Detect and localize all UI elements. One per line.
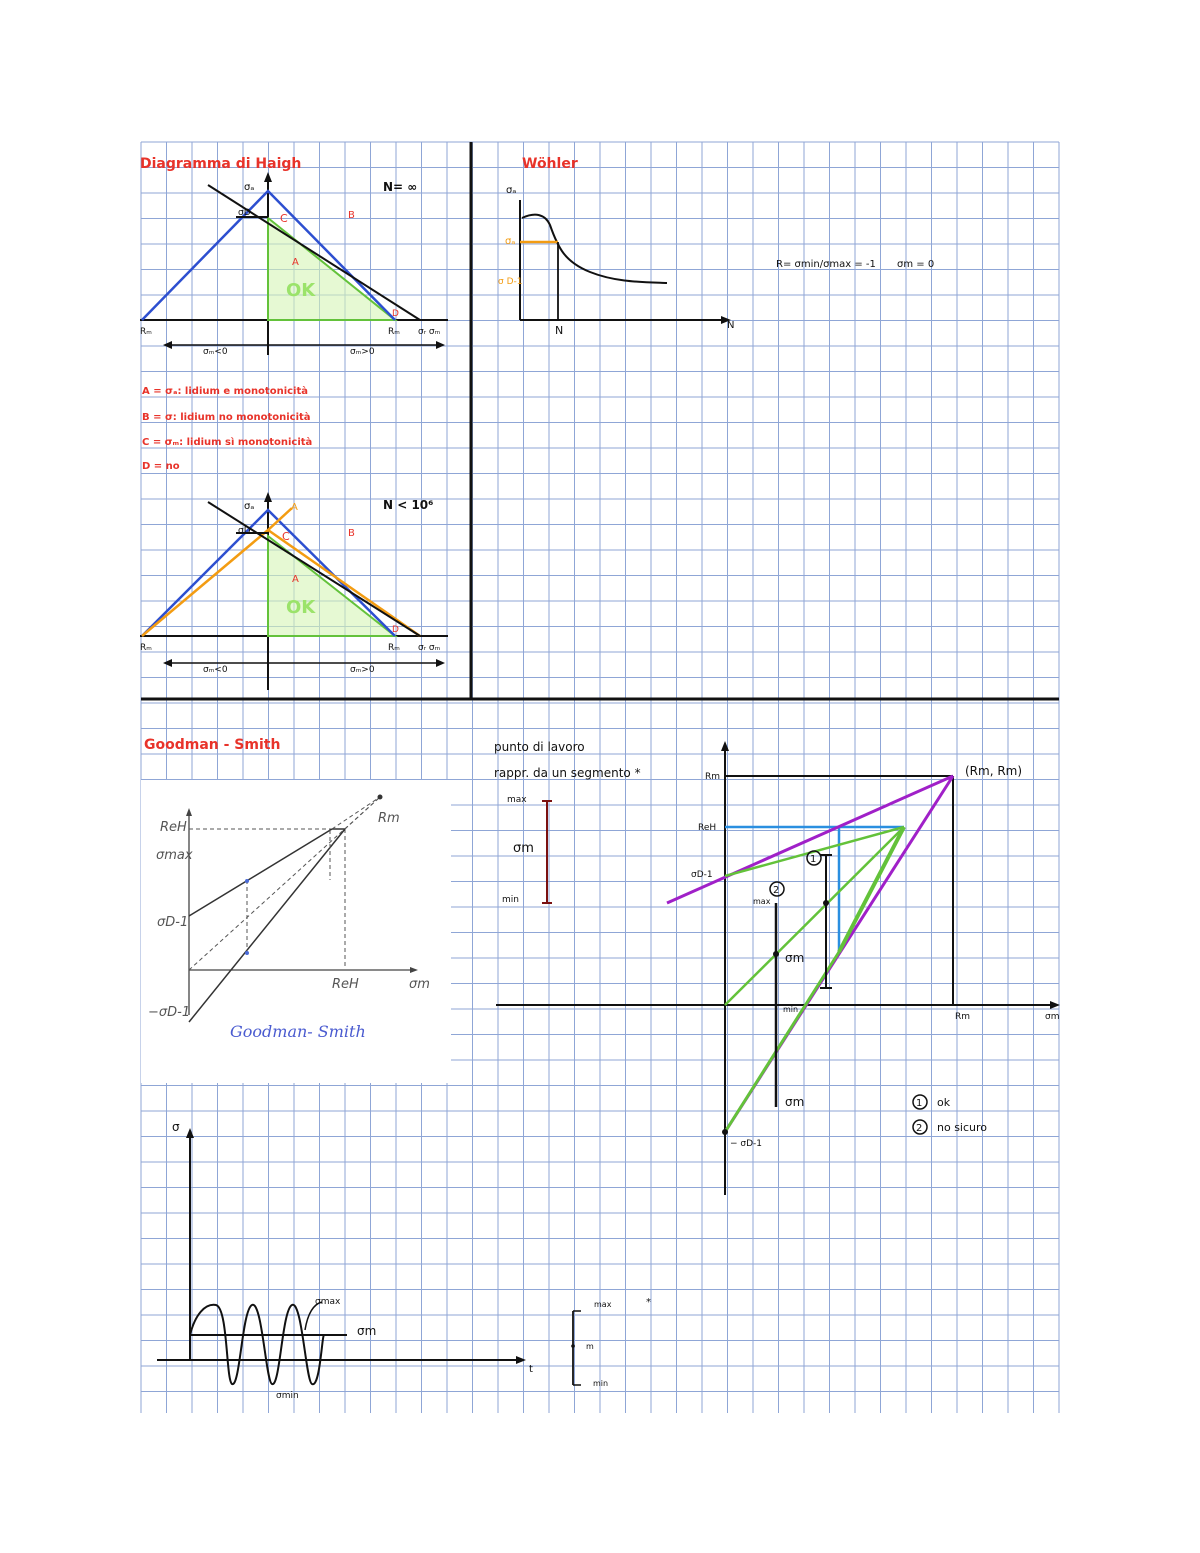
ref-caption: Goodman- Smith bbox=[230, 1022, 366, 1041]
wohler-y-label: σₐ bbox=[506, 185, 517, 196]
svg-text:2: 2 bbox=[916, 1123, 923, 1134]
wohler-diagram bbox=[498, 156, 934, 337]
haigh-point-d: D bbox=[392, 309, 399, 319]
haigh-sm-neg: σₘ<0 bbox=[203, 347, 228, 357]
svg-text:σᵣ σₘ: σᵣ σₘ bbox=[418, 643, 441, 653]
haigh-point-b: B bbox=[348, 210, 355, 221]
gs-rm-x: Rm bbox=[955, 1012, 971, 1022]
goodman-note-1: punto di lavoro bbox=[494, 740, 585, 754]
segment-max: max bbox=[507, 795, 527, 805]
svg-text:D: D bbox=[392, 625, 399, 635]
gs-reh-y: ReH bbox=[698, 823, 717, 833]
signal-wave bbox=[190, 1305, 324, 1384]
wohler-title: Wöhler bbox=[522, 156, 578, 172]
haigh-sr-right: σᵣ σₘ bbox=[418, 327, 441, 337]
wohler-formula: R= σmin/σmax = -1 bbox=[776, 259, 876, 270]
haigh-n-finite: N < 10⁶ bbox=[383, 498, 434, 512]
svg-text:σₘ<0: σₘ<0 bbox=[203, 665, 228, 675]
ref-sm: σm bbox=[409, 977, 430, 992]
ref-reh-x: ReH bbox=[332, 977, 359, 992]
segment-min: min bbox=[502, 895, 519, 905]
haigh-sm-pos: σₘ>0 bbox=[350, 347, 375, 357]
wohler-level-2: σ D-1 bbox=[498, 277, 523, 287]
haigh-n-infinite: N= ∞ bbox=[383, 180, 418, 194]
signal-sm: σm bbox=[357, 1324, 377, 1338]
signal-y-label: σ bbox=[172, 1120, 180, 1134]
haigh-label-sd: σD bbox=[238, 208, 251, 218]
gs-max: max bbox=[753, 897, 771, 906]
haigh-ok: OK bbox=[286, 280, 316, 301]
wohler-side-note: σm = 0 bbox=[897, 259, 935, 270]
ref-rm: Rm bbox=[378, 811, 400, 826]
gs-neg-sd1: − σD-1 bbox=[730, 1139, 763, 1149]
gs-min: min bbox=[783, 1005, 799, 1014]
signal-smin: σmin bbox=[276, 1391, 299, 1401]
haigh-title: Diagramma di Haigh bbox=[140, 156, 302, 172]
gs-sm1: σm bbox=[785, 951, 805, 965]
gs-circle-1: 1 bbox=[810, 854, 817, 865]
signal-seg-max: max bbox=[594, 1300, 612, 1309]
gs-corner: (Rm, Rm) bbox=[965, 764, 1023, 778]
haigh-point-a: A bbox=[292, 257, 299, 268]
haigh-note-3: C = σₘ: lidium sì monotonicità bbox=[142, 437, 313, 448]
haigh-note-2: B = σ: lidium no monotonicità bbox=[142, 412, 311, 423]
working-point-segment bbox=[502, 795, 552, 905]
ref-sd1: σD-1 bbox=[157, 915, 189, 930]
haigh-notes bbox=[142, 385, 312, 472]
haigh-note-4: D = no bbox=[142, 461, 180, 472]
svg-text:σD: σD bbox=[238, 526, 251, 536]
svg-text:σₘ>0: σₘ>0 bbox=[350, 665, 375, 675]
haigh-note-1: A = σₐ: lidium e monotonicità bbox=[142, 386, 309, 397]
ref-reh-y: ReH bbox=[160, 820, 187, 835]
haigh-rm-left: Rₘ bbox=[140, 327, 152, 337]
haigh-point-c: C bbox=[280, 212, 288, 225]
gs-rm-y: Rm bbox=[705, 772, 721, 782]
goodman-note-2: rappr. da un segmento * bbox=[494, 766, 641, 780]
signal-star: * bbox=[646, 1297, 651, 1308]
svg-text:A: A bbox=[292, 574, 299, 585]
wohler-x-tick: N bbox=[555, 324, 564, 337]
haigh-label-sa: σₐ bbox=[244, 182, 255, 193]
svg-text:1: 1 bbox=[916, 1098, 923, 1109]
svg-text:σₐ: σₐ bbox=[244, 501, 255, 512]
signal-t-label: t bbox=[529, 1364, 533, 1375]
goodman-reference-image bbox=[141, 780, 451, 1083]
svg-text:Rₘ: Rₘ bbox=[140, 643, 152, 653]
signal-seg-mean: m bbox=[586, 1342, 594, 1351]
signal-smax: σmax bbox=[315, 1297, 341, 1307]
gs-legend-2: no sicuro bbox=[937, 1121, 988, 1134]
signal-seg-min: min bbox=[593, 1379, 609, 1388]
svg-text:Rₘ: Rₘ bbox=[388, 643, 400, 653]
haigh-point-a-bar: A bbox=[291, 502, 298, 513]
gs-sm-x: σm bbox=[1045, 1012, 1060, 1022]
goodman-upper-line bbox=[667, 776, 953, 903]
gs-sm2: σm bbox=[785, 1095, 805, 1109]
wohler-level-1: σₐ bbox=[505, 236, 516, 247]
svg-text:B: B bbox=[348, 528, 355, 539]
ref-smax: σmax bbox=[156, 848, 193, 863]
gs-sd1: σD-1 bbox=[691, 870, 713, 880]
svg-text:OK: OK bbox=[286, 597, 316, 618]
wohler-curve bbox=[522, 215, 667, 283]
gs-legend-1: ok bbox=[937, 1096, 951, 1109]
svg-text:C: C bbox=[282, 530, 290, 543]
wohler-x-label: N bbox=[727, 320, 735, 331]
ref-neg-sd1: −σD-1 bbox=[148, 1005, 191, 1020]
haigh-rm-right: Rₘ bbox=[388, 327, 400, 337]
goodman-title: Goodman - Smith bbox=[144, 737, 281, 753]
segment-mean: σm bbox=[513, 841, 534, 856]
gs-circle-2: 2 bbox=[773, 885, 780, 896]
